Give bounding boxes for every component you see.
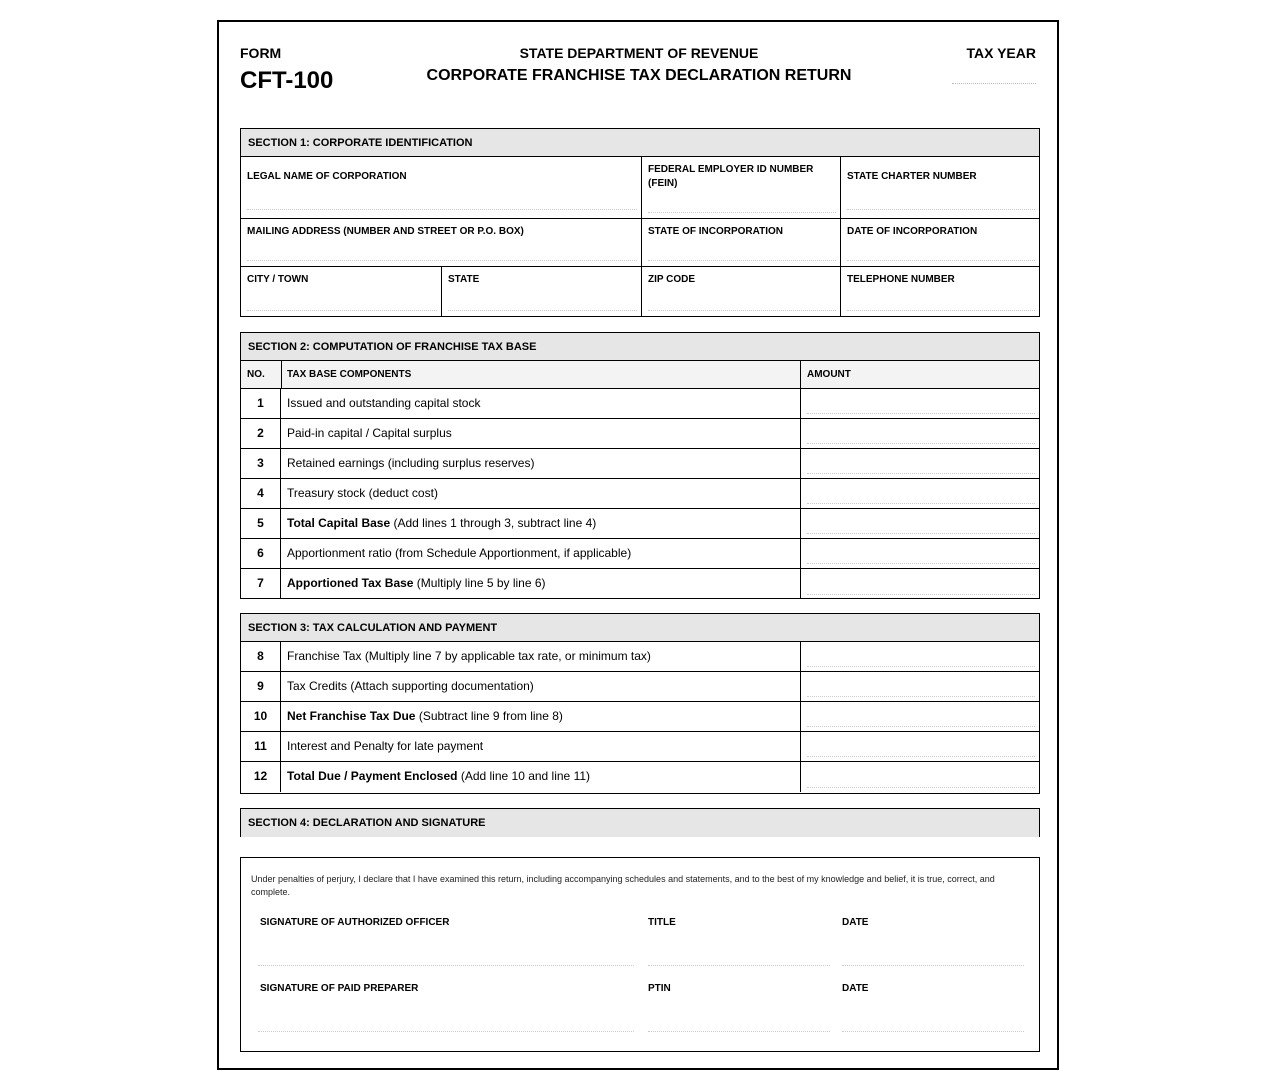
line-row: [241, 389, 1039, 419]
officer-signature-label: SIGNATURE OF AUTHORIZED OFFICER: [260, 917, 450, 928]
line-row: [241, 509, 1039, 539]
preparer-signature-field[interactable]: [258, 1031, 634, 1032]
line-amount-field[interactable]: [800, 569, 1039, 599]
line-amount-underline: [807, 563, 1035, 564]
line-row: [241, 702, 1039, 732]
line-description-bold: Apportioned Tax Base: [287, 576, 414, 590]
state-line: [448, 310, 637, 311]
section-4-heading: SECTION 4: DECLARATION AND SIGNATURE: [241, 809, 1039, 837]
line-amount-field[interactable]: [800, 389, 1039, 418]
line-description-text: Issued and outstanding capital stock: [287, 396, 481, 410]
line-row: [241, 672, 1039, 702]
line-description: [287, 479, 438, 508]
officer-title-label: TITLE: [648, 917, 676, 928]
line-description-bold: Total Due / Payment Enclosed: [287, 769, 458, 783]
telephone-line: [847, 310, 1035, 311]
section-1-row-3: [241, 267, 1039, 316]
line-row: [241, 479, 1039, 509]
charter-number-label: STATE CHARTER NUMBER: [847, 171, 977, 182]
line-description-text: (Add line 10 and line 11): [457, 769, 591, 783]
zip-code-field[interactable]: [641, 267, 840, 316]
line-row: [241, 449, 1039, 479]
line-description-text: (Subtract line 9 from line 8): [415, 709, 563, 723]
legal-name-field[interactable]: [241, 157, 641, 218]
tax-year-field[interactable]: [952, 83, 1036, 84]
line-number: 4: [241, 479, 281, 508]
line-number: 9: [241, 672, 281, 701]
line-description-bold: Net Franchise Tax Due: [287, 709, 416, 723]
line-amount-underline: [807, 503, 1035, 504]
mailing-address-line: [247, 260, 637, 261]
line-description-text: Paid-in capital / Capital surplus: [287, 426, 452, 440]
line-amount-field[interactable]: [800, 419, 1039, 448]
section-2-tax-base: [240, 332, 1040, 599]
zip-code-label: ZIP CODE: [648, 274, 696, 285]
ptin-label: PTIN: [648, 983, 671, 994]
line-amount-underline: [807, 594, 1035, 595]
tax-year-label: TAX YEAR: [966, 45, 1036, 61]
date-of-incorporation-line: [847, 260, 1035, 261]
line-amount-field[interactable]: [800, 539, 1039, 568]
date-of-incorporation-label: DATE OF INCORPORATION: [847, 226, 978, 237]
line-description-text: Retained earnings (including surplus reserves): [287, 456, 535, 470]
preparer-date-label: DATE: [842, 983, 869, 994]
line-number: 5: [241, 509, 281, 538]
fein-line: [648, 212, 836, 213]
line-number: 10: [241, 702, 281, 731]
fein-label: FEDERAL EMPLOYER ID NUMBER (FEIN): [648, 164, 814, 189]
column-no: NO.: [247, 369, 265, 380]
line-amount-field[interactable]: [800, 672, 1039, 701]
line-number: 8: [241, 642, 281, 671]
telephone-label: TELEPHONE NUMBER: [847, 274, 955, 285]
legal-name-label: LEGAL NAME OF CORPORATION: [247, 171, 407, 182]
zip-code-line: [648, 310, 836, 311]
line-number: 1: [241, 389, 281, 418]
line-amount-field[interactable]: [800, 479, 1039, 508]
officer-signature-field[interactable]: [258, 965, 634, 966]
city-line: [247, 310, 437, 311]
line-description-text: Treasury stock (deduct cost): [287, 486, 438, 500]
charter-number-line: [847, 209, 1035, 210]
officer-date-field[interactable]: [842, 965, 1024, 966]
line-row: [241, 569, 1039, 599]
section-1-row-2: [241, 219, 1039, 267]
line-amount-underline: [807, 443, 1035, 444]
state-of-incorporation-label: STATE OF INCORPORATION: [648, 226, 783, 237]
section-1-row-1: [241, 157, 1039, 219]
line-amount-underline: [807, 473, 1035, 474]
form-label: FORM: [240, 45, 282, 61]
section-3-heading: SECTION 3: TAX CALCULATION AND PAYMENT: [241, 614, 1039, 642]
preparer-signature-label: SIGNATURE OF PAID PREPARER: [260, 983, 419, 994]
mailing-address-label: MAILING ADDRESS (NUMBER AND STREET OR P.O. BOX): [247, 226, 524, 237]
line-description: [287, 762, 590, 791]
form-title: CORPORATE FRANCHISE TAX DECLARATION RETURN: [426, 67, 852, 84]
line-number: 6: [241, 539, 281, 568]
state-label: STATE: [448, 274, 480, 285]
line-description: [287, 569, 546, 598]
line-row: [241, 642, 1039, 672]
line-description-text: Franchise Tax (Multiply line 7 by applicable tax rate, or minimum tax): [287, 649, 651, 663]
line-number: 3: [241, 449, 281, 478]
line-description: [287, 509, 596, 538]
line-description: [287, 702, 563, 731]
line-amount-underline: [807, 787, 1035, 788]
line-description: [287, 732, 483, 761]
line-description-text: (Add lines 1 through 3, subtract line 4): [390, 516, 597, 530]
line-row: [241, 732, 1039, 762]
fein-field[interactable]: [641, 157, 840, 218]
city-label: CITY / TOWN: [247, 274, 309, 285]
preparer-date-field[interactable]: [842, 1031, 1024, 1032]
line-description-text: Tax Credits (Attach supporting documentation): [287, 679, 534, 693]
mailing-address-field[interactable]: [241, 219, 641, 266]
section-1-corporate-identification: [240, 128, 1040, 317]
line-amount-underline: [807, 413, 1035, 414]
line-amount-underline: [807, 756, 1035, 757]
date-of-incorporation-field[interactable]: [840, 219, 1039, 266]
section-4-heading-box: [240, 808, 1040, 837]
line-amount-underline: [807, 726, 1035, 727]
line-number: 2: [241, 419, 281, 448]
section-1-heading: SECTION 1: CORPORATE IDENTIFICATION: [241, 129, 1039, 157]
legal-name-line: [247, 209, 637, 210]
city-field[interactable]: [241, 267, 441, 316]
state-of-incorporation-field[interactable]: [641, 219, 840, 266]
line-description-bold: Total Capital Base: [287, 516, 391, 530]
form-header-center: [419, 45, 859, 87]
section-2-lines: [241, 389, 1039, 599]
line-description: [287, 539, 631, 568]
line-number: 12: [241, 762, 281, 792]
line-amount-underline: [807, 533, 1035, 534]
line-amount-field[interactable]: [800, 449, 1039, 478]
department-name: STATE DEPARTMENT OF REVENUE: [519, 45, 759, 61]
line-amount-field[interactable]: [800, 702, 1039, 731]
officer-date-label: DATE: [842, 917, 869, 928]
line-description: [287, 449, 534, 478]
form-number: CFT-100: [240, 67, 334, 94]
section-3-lines: [241, 642, 1039, 792]
line-description-text: Apportionment ratio (from Schedule Apportionment, if applicable): [287, 546, 632, 560]
state-of-incorporation-line: [648, 260, 836, 261]
charter-number-field[interactable]: [840, 157, 1039, 218]
declaration-box: [240, 857, 1040, 1052]
line-description: [287, 672, 534, 701]
column-amount: AMOUNT: [807, 369, 851, 380]
form-page: [217, 20, 1059, 1070]
line-amount-field[interactable]: [800, 509, 1039, 538]
officer-title-field[interactable]: [648, 965, 830, 966]
line-amount-underline: [807, 696, 1035, 697]
line-number: 7: [241, 569, 281, 599]
telephone-field[interactable]: [840, 267, 1039, 316]
section-3-tax-calculation: [240, 613, 1040, 794]
line-row: [241, 419, 1039, 449]
ptin-field[interactable]: [648, 1031, 830, 1032]
section-2-heading: SECTION 2: COMPUTATION OF FRANCHISE TAX BASE: [241, 333, 1039, 361]
line-description: [287, 642, 651, 671]
line-row: [241, 762, 1039, 792]
line-description-text: (Multiply line 5 by line 6): [413, 576, 546, 590]
line-description: [287, 419, 452, 448]
line-row: [241, 539, 1039, 569]
state-field[interactable]: [441, 267, 641, 316]
section-2-column-headers: [241, 361, 1039, 389]
line-amount-field[interactable]: [800, 762, 1039, 792]
line-number: 11: [241, 732, 281, 761]
line-amount-underline: [807, 666, 1035, 667]
line-description: [287, 389, 480, 418]
line-amount-field[interactable]: [800, 732, 1039, 761]
declaration-text: Under penalties of perjury, I declare that I have examined this return, including accompanying schedules and statements, and to the best of my knowledge and belief, it is true, correct, and complete.: [251, 874, 995, 897]
line-amount-field[interactable]: [800, 642, 1039, 671]
column-components: TAX BASE COMPONENTS: [287, 369, 412, 380]
line-description-text: Interest and Penalty for late payment: [287, 739, 484, 753]
